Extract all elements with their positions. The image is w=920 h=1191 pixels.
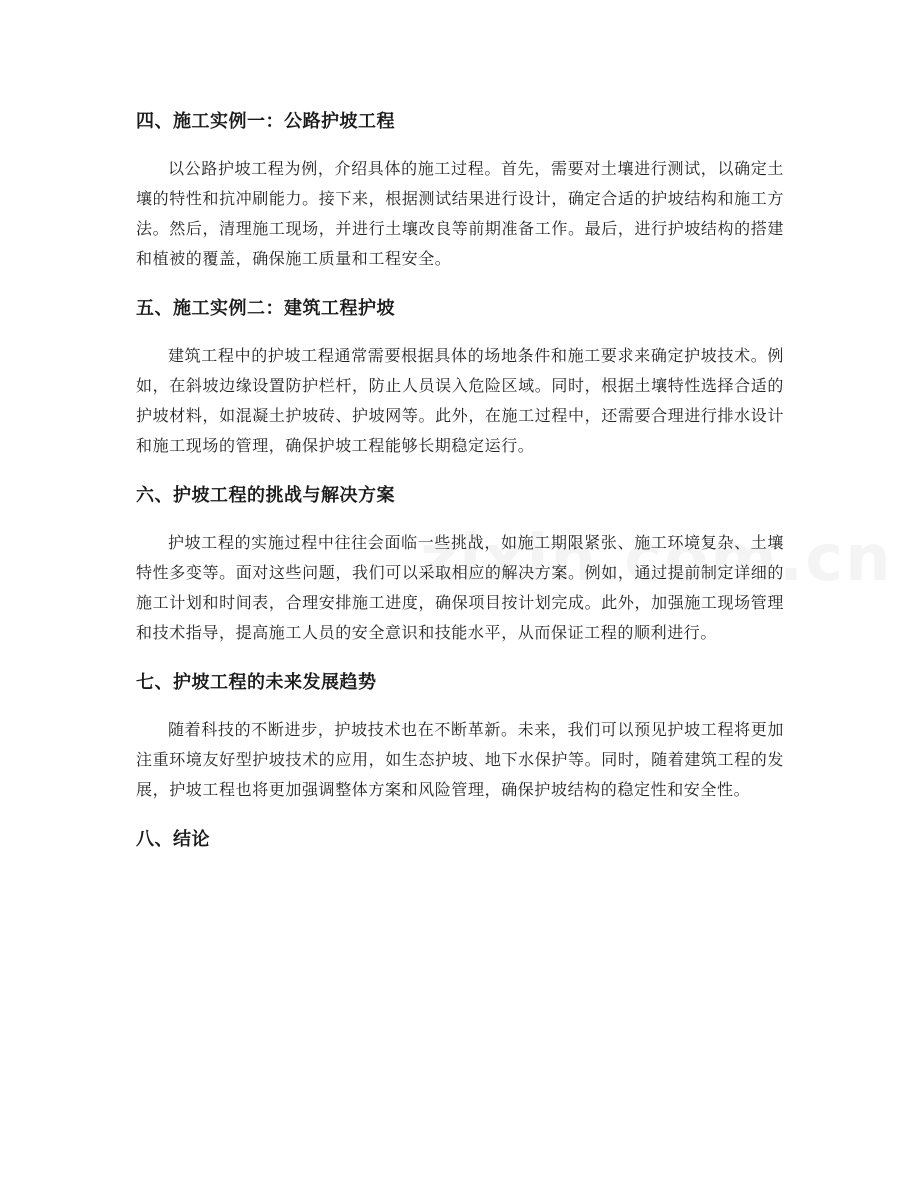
section-heading-5: 五、施工实例二：建筑工程护坡 [136,298,395,319]
section-heading-7: 七、护坡工程的未来发展趋势 [136,672,377,693]
section-paragraph-4: 以公路护坡工程为例，介绍具体的施工过程。首先，需要对土壤进行测试，以确定土壤的特性和抗冲刷能力。接下来，根据测试结果进行设计，确定合适的护坡结构和施工方法。然后，清理施工现场，并进行土壤改良等前期准备工作。最后，进行护坡结构的搭建和植被的覆盖，确保施工质量和工程安全。 [136,159,784,268]
section-heading-4: 四、施工实例一：公路护坡工程 [136,111,395,132]
document-body [136,104,784,858]
section-paragraph-7: 随着科技的不断进步，护坡技术也在不断革新。未来，我们可以预见护坡工程将更加注重环境友好型护坡技术的应用，如生态护坡、地下水保护等。同时，随着建筑工程的发展，护坡工程也将更加强调整体方案和风险管理，确保护坡结构的稳定性和安全性。 [136,720,784,799]
section-paragraph-6: 护坡工程的实施过程中往往会面临一些挑战，如施工期限紧张、施工环境复杂、土壤特性多变等。面对这些问题，我们可以采取相应的解决方案。例如，通过提前制定详细的施工计划和时间表，合理安排施工进度，确保项目按计划完成。此外，加强施工现场管理和技术指导，提高施工人员的安全意识和技能水平，从而保证工程的顺利进行。 [136,533,784,642]
section-heading-6: 六、护坡工程的挑战与解决方案 [136,485,395,506]
section-paragraph-5: 建筑工程中的护坡工程通常需要根据具体的场地条件和施工要求来确定护坡技术。例如，在斜坡边缘设置防护栏杆，防止人员误入危险区域。同时，根据土壤特性选择合适的护坡材料，如混凝土护坡砖、护坡网等。此外，在施工过程中，还需要合理进行排水设计和施工现场的管理，确保护坡工程能够长期稳定运行。 [136,346,784,455]
section-heading-8: 八、结论 [136,829,210,850]
